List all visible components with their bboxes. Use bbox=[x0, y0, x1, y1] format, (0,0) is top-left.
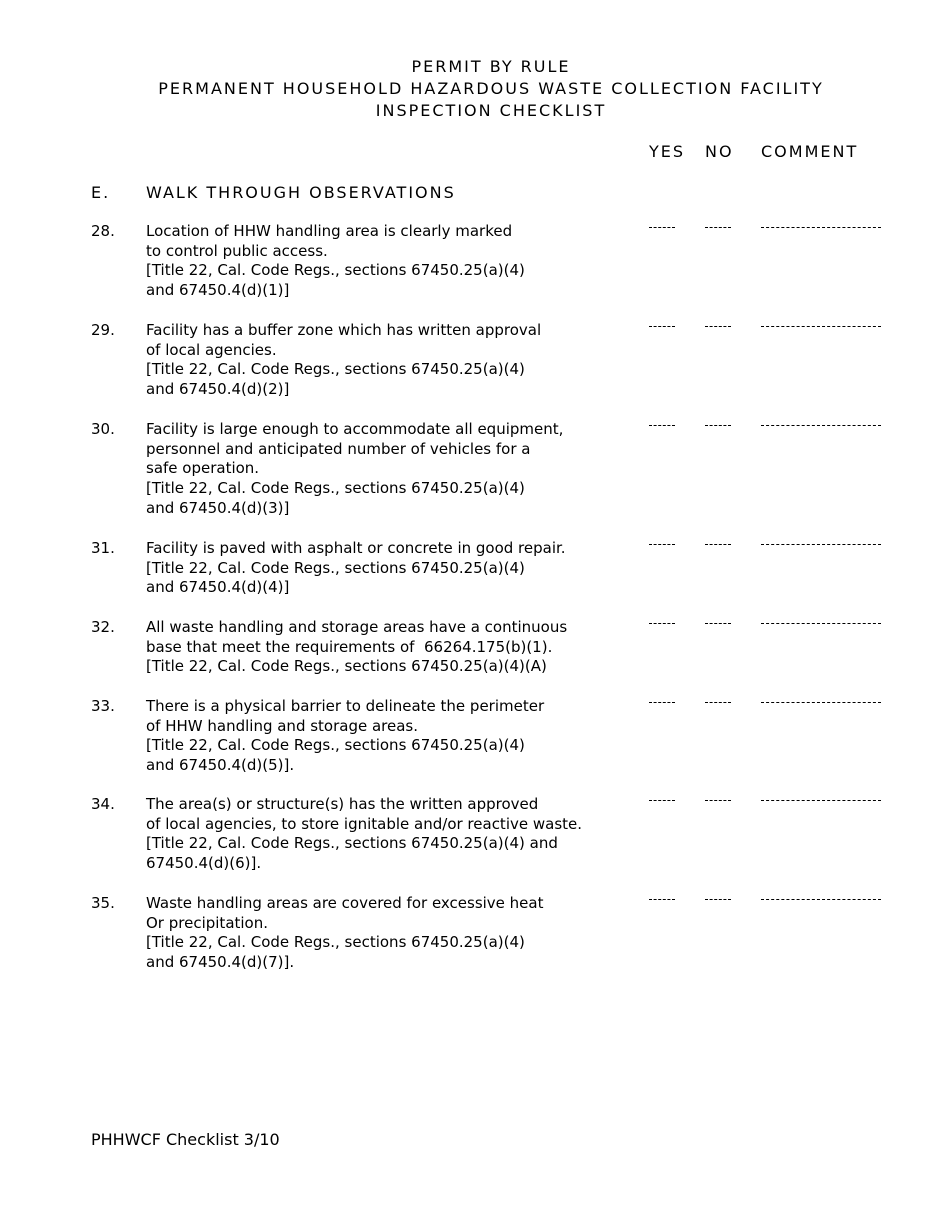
item-text: Facility is large enough to accommodate all equipment, personnel and anticipated number of vehicles for a safe operation. [Title 22, Cal. Code Regs., sections 67450.25(a)(4) and 67450.4(d)(3)] bbox=[146, 420, 564, 517]
comment-blank[interactable] bbox=[761, 326, 881, 327]
item-number: 31. bbox=[91, 539, 115, 557]
yes-blank[interactable] bbox=[649, 899, 675, 900]
no-blank[interactable] bbox=[705, 425, 731, 426]
no-blank[interactable] bbox=[705, 899, 731, 900]
section-heading bbox=[91, 183, 456, 202]
document-title bbox=[0, 56, 950, 122]
yes-blank[interactable] bbox=[649, 800, 675, 801]
item-text: The area(s) or structure(s) has the written approved of local agencies, to store ignitable and/or reactive waste. [Title 22, Cal. Code Regs., sections 67450.25(a)(4) and 67450.4(d)(6)]. bbox=[146, 795, 583, 873]
item-text: There is a physical barrier to delineate the perimeter of HHW handling and storage areas. [Title 22, Cal. Code Regs., sections 67450.25(a)(4) and 67450.4(d)(5)]. bbox=[146, 697, 545, 775]
column-header-comment: COMMENT bbox=[761, 142, 859, 161]
comment-blank[interactable] bbox=[761, 899, 881, 900]
item-text: All waste handling and storage areas have a continuous base that meet the requirements of 66264.175(b)(1). [Title 22, Cal. Code Regs., sections 67450.25(a)(4)(A) bbox=[146, 618, 568, 676]
yes-blank[interactable] bbox=[649, 544, 675, 545]
yes-blank[interactable] bbox=[649, 623, 675, 624]
yes-blank[interactable] bbox=[649, 425, 675, 426]
section-title: WALK THROUGH OBSERVATIONS bbox=[146, 183, 456, 202]
no-blank[interactable] bbox=[705, 227, 731, 228]
no-blank[interactable] bbox=[705, 544, 731, 545]
comment-blank[interactable] bbox=[761, 425, 881, 426]
item-number: 35. bbox=[91, 894, 115, 912]
item-number: 30. bbox=[91, 420, 115, 438]
comment-blank[interactable] bbox=[761, 800, 881, 801]
comment-blank[interactable] bbox=[761, 702, 881, 703]
item-number: 32. bbox=[91, 618, 115, 636]
yes-blank[interactable] bbox=[649, 326, 675, 327]
item-text: Waste handling areas are covered for excessive heat Or precipitation. [Title 22, Cal. Code Regs., sections 67450.25(a)(4) and 67450.4(d)(7)]. bbox=[146, 894, 544, 972]
column-header-no: NO bbox=[705, 142, 734, 161]
no-blank[interactable] bbox=[705, 623, 731, 624]
yes-blank[interactable] bbox=[649, 227, 675, 228]
item-text: Facility has a buffer zone which has written approval of local agencies. [Title 22, Cal. Code Regs., sections 67450.25(a)(4) and 67450.4(d)(2)] bbox=[146, 321, 542, 399]
yes-blank[interactable] bbox=[649, 702, 675, 703]
comment-blank[interactable] bbox=[761, 623, 881, 624]
item-number: 34. bbox=[91, 795, 115, 813]
title-line-3: INSPECTION CHECKLIST bbox=[375, 101, 607, 120]
item-number: 28. bbox=[91, 222, 115, 240]
no-blank[interactable] bbox=[705, 702, 731, 703]
no-blank[interactable] bbox=[705, 326, 731, 327]
comment-blank[interactable] bbox=[761, 544, 881, 545]
item-text: Facility is paved with asphalt or concrete in good repair. [Title 22, Cal. Code Regs., sections 67450.25(a)(4) and 67450.4(d)(4)] bbox=[146, 539, 566, 597]
item-text: Location of HHW handling area is clearly marked to control public access. [Title 22, Cal. Code Regs., sections 67450.25(a)(4) and 67450.4(d)(1)] bbox=[146, 222, 525, 300]
title-line-2: PERMANENT HOUSEHOLD HAZARDOUS WASTE COLLECTION FACILITY bbox=[158, 79, 824, 98]
section-letter: E. bbox=[91, 183, 111, 202]
no-blank[interactable] bbox=[705, 800, 731, 801]
comment-blank[interactable] bbox=[761, 227, 881, 228]
column-header-yes: YES bbox=[649, 142, 686, 161]
title-line-1: PERMIT BY RULE bbox=[411, 57, 571, 76]
item-number: 29. bbox=[91, 321, 115, 339]
item-number: 33. bbox=[91, 697, 115, 715]
page-footer: PHHWCF Checklist 3/10 bbox=[91, 1130, 280, 1149]
